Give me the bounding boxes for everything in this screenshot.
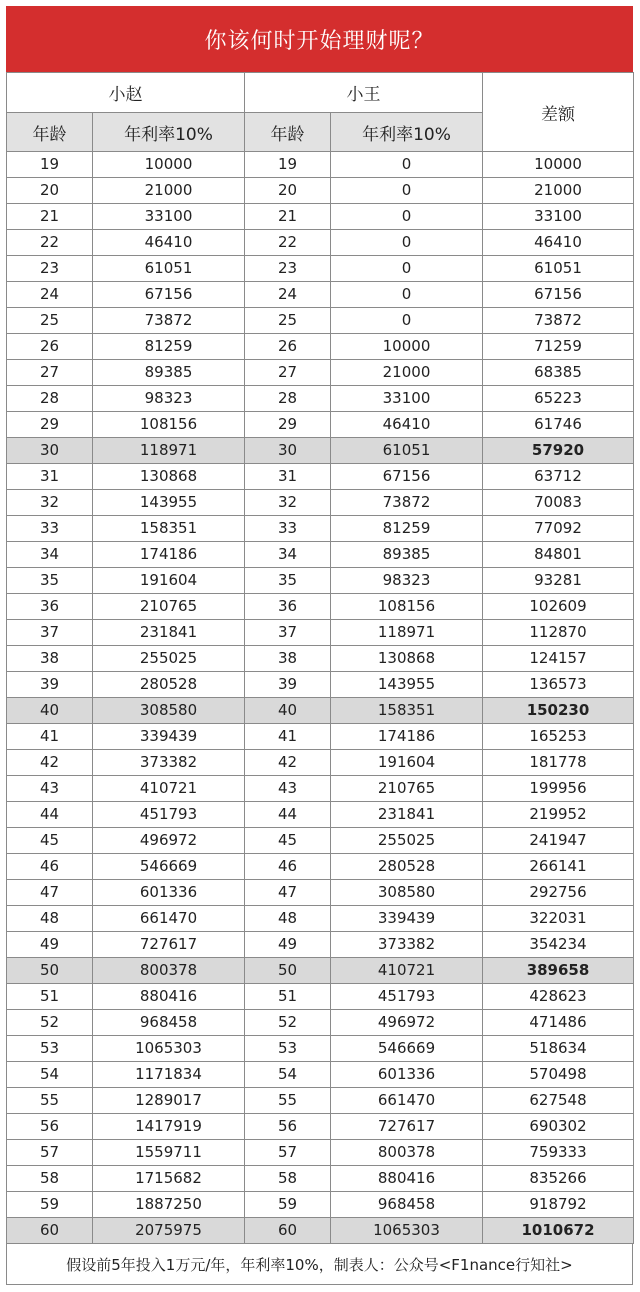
table-row — [7, 464, 634, 490]
cell-age-person1: 51 — [7, 984, 93, 1010]
cell-age-person1: 52 — [7, 1010, 93, 1036]
table-row — [7, 412, 634, 438]
cell-value-person1: 800378 — [93, 958, 245, 984]
cell-age-person1: 26 — [7, 334, 93, 360]
cell-age-person2: 21 — [245, 204, 331, 230]
cell-value-person1: 373382 — [93, 750, 245, 776]
cell-difference: 165253 — [483, 724, 634, 750]
footer-note: 假设前5年投入1万元/年，年利率10%，制表人：公众号<F1nance行知社> — [6, 1244, 633, 1285]
cell-difference: 428623 — [483, 984, 634, 1010]
cell-value-person1: 143955 — [93, 490, 245, 516]
cell-value-person1: 727617 — [93, 932, 245, 958]
table-row — [7, 1010, 634, 1036]
cell-age-person1: 31 — [7, 464, 93, 490]
person2-header: 小王 — [245, 73, 483, 113]
cell-value-person1: 255025 — [93, 646, 245, 672]
cell-value-person1: 89385 — [93, 360, 245, 386]
cell-age-person1: 42 — [7, 750, 93, 776]
cell-value-person2: 143955 — [331, 672, 483, 698]
cell-difference: 570498 — [483, 1062, 634, 1088]
table-row — [7, 932, 634, 958]
cell-age-person2: 30 — [245, 438, 331, 464]
cell-value-person2: 0 — [331, 230, 483, 256]
cell-difference: 389658 — [483, 958, 634, 984]
cell-value-person2: 231841 — [331, 802, 483, 828]
cell-value-person1: 1715682 — [93, 1166, 245, 1192]
cell-value-person2: 496972 — [331, 1010, 483, 1036]
table-row — [7, 1192, 634, 1218]
cell-value-person2: 33100 — [331, 386, 483, 412]
cell-value-person2: 61051 — [331, 438, 483, 464]
table-row — [7, 854, 634, 880]
cell-difference: 124157 — [483, 646, 634, 672]
cell-value-person2: 546669 — [331, 1036, 483, 1062]
cell-age-person2: 54 — [245, 1062, 331, 1088]
page-title: 你该何时开始理财呢？ — [6, 6, 633, 72]
cell-age-person2: 38 — [245, 646, 331, 672]
cell-value-person2: 800378 — [331, 1140, 483, 1166]
person1-header: 小赵 — [7, 73, 245, 113]
cell-value-person1: 98323 — [93, 386, 245, 412]
cell-difference: 70083 — [483, 490, 634, 516]
cell-age-person2: 39 — [245, 672, 331, 698]
cell-age-person2: 46 — [245, 854, 331, 880]
cell-value-person2: 280528 — [331, 854, 483, 880]
cell-value-person2: 210765 — [331, 776, 483, 802]
cell-value-person2: 21000 — [331, 360, 483, 386]
cell-difference: 84801 — [483, 542, 634, 568]
cell-value-person1: 81259 — [93, 334, 245, 360]
cell-age-person2: 50 — [245, 958, 331, 984]
cell-age-person1: 38 — [7, 646, 93, 672]
cell-value-person1: 601336 — [93, 880, 245, 906]
cell-value-person2: 10000 — [331, 334, 483, 360]
cell-age-person2: 20 — [245, 178, 331, 204]
cell-difference: 150230 — [483, 698, 634, 724]
cell-value-person2: 339439 — [331, 906, 483, 932]
cell-age-person1: 59 — [7, 1192, 93, 1218]
finance-table-card — [6, 6, 633, 1285]
cell-value-person2: 89385 — [331, 542, 483, 568]
cell-age-person1: 57 — [7, 1140, 93, 1166]
cell-age-person2: 35 — [245, 568, 331, 594]
cell-age-person2: 42 — [245, 750, 331, 776]
cell-age-person1: 20 — [7, 178, 93, 204]
cell-difference: 65223 — [483, 386, 634, 412]
cell-age-person1: 30 — [7, 438, 93, 464]
cell-age-person1: 28 — [7, 386, 93, 412]
cell-difference: 627548 — [483, 1088, 634, 1114]
cell-value-person1: 67156 — [93, 282, 245, 308]
cell-age-person1: 33 — [7, 516, 93, 542]
cell-value-person1: 73872 — [93, 308, 245, 334]
table-row — [7, 1114, 634, 1140]
table-row — [7, 646, 634, 672]
cell-age-person2: 22 — [245, 230, 331, 256]
cell-age-person1: 25 — [7, 308, 93, 334]
table-row — [7, 698, 634, 724]
cell-difference: 1010672 — [483, 1218, 634, 1244]
table-row — [7, 672, 634, 698]
cell-difference: 112870 — [483, 620, 634, 646]
table-row — [7, 1218, 634, 1244]
cell-age-person1: 22 — [7, 230, 93, 256]
cell-value-person1: 210765 — [93, 594, 245, 620]
cell-age-person2: 44 — [245, 802, 331, 828]
table-row — [7, 958, 634, 984]
cell-age-person1: 35 — [7, 568, 93, 594]
cell-value-person2: 308580 — [331, 880, 483, 906]
cell-value-person1: 33100 — [93, 204, 245, 230]
cell-value-person2: 968458 — [331, 1192, 483, 1218]
cell-difference: 471486 — [483, 1010, 634, 1036]
cell-age-person2: 23 — [245, 256, 331, 282]
cell-value-person2: 158351 — [331, 698, 483, 724]
cell-value-person1: 339439 — [93, 724, 245, 750]
cell-difference: 219952 — [483, 802, 634, 828]
table-row — [7, 204, 634, 230]
table-row — [7, 256, 634, 282]
table-row — [7, 620, 634, 646]
cell-difference: 57920 — [483, 438, 634, 464]
cell-value-person1: 410721 — [93, 776, 245, 802]
table-row — [7, 880, 634, 906]
table-row — [7, 542, 634, 568]
cell-difference: 46410 — [483, 230, 634, 256]
diff-header: 差额 — [483, 73, 634, 152]
cell-age-person2: 48 — [245, 906, 331, 932]
cell-age-person2: 27 — [245, 360, 331, 386]
cell-value-person2: 661470 — [331, 1088, 483, 1114]
cell-difference: 199956 — [483, 776, 634, 802]
cell-age-person2: 60 — [245, 1218, 331, 1244]
cell-difference: 835266 — [483, 1166, 634, 1192]
cell-value-person1: 10000 — [93, 152, 245, 178]
cell-value-person2: 880416 — [331, 1166, 483, 1192]
cell-age-person2: 51 — [245, 984, 331, 1010]
rate-header-person2: 年利率10% — [331, 113, 483, 152]
cell-value-person1: 191604 — [93, 568, 245, 594]
cell-value-person1: 46410 — [93, 230, 245, 256]
table-row — [7, 906, 634, 932]
cell-value-person2: 410721 — [331, 958, 483, 984]
cell-age-person1: 24 — [7, 282, 93, 308]
cell-difference: 61051 — [483, 256, 634, 282]
cell-difference: 266141 — [483, 854, 634, 880]
table-row — [7, 594, 634, 620]
table-row — [7, 1062, 634, 1088]
cell-value-person1: 1171834 — [93, 1062, 245, 1088]
table-row — [7, 152, 634, 178]
cell-value-person1: 1065303 — [93, 1036, 245, 1062]
cell-age-person2: 49 — [245, 932, 331, 958]
cell-difference: 33100 — [483, 204, 634, 230]
cell-value-person2: 0 — [331, 308, 483, 334]
cell-age-person2: 45 — [245, 828, 331, 854]
cell-age-person1: 40 — [7, 698, 93, 724]
cell-age-person1: 44 — [7, 802, 93, 828]
cell-difference: 136573 — [483, 672, 634, 698]
cell-value-person1: 968458 — [93, 1010, 245, 1036]
cell-value-person2: 67156 — [331, 464, 483, 490]
cell-age-person2: 47 — [245, 880, 331, 906]
cell-value-person2: 46410 — [331, 412, 483, 438]
cell-age-person2: 53 — [245, 1036, 331, 1062]
table-row — [7, 334, 634, 360]
cell-difference: 918792 — [483, 1192, 634, 1218]
cell-value-person2: 255025 — [331, 828, 483, 854]
cell-age-person2: 56 — [245, 1114, 331, 1140]
table-body — [7, 152, 634, 1244]
cell-age-person2: 43 — [245, 776, 331, 802]
cell-value-person2: 1065303 — [331, 1218, 483, 1244]
cell-value-person2: 601336 — [331, 1062, 483, 1088]
table-row — [7, 490, 634, 516]
cell-age-person1: 27 — [7, 360, 93, 386]
cell-value-person2: 118971 — [331, 620, 483, 646]
cell-value-person1: 1559711 — [93, 1140, 245, 1166]
cell-age-person2: 37 — [245, 620, 331, 646]
cell-age-person2: 58 — [245, 1166, 331, 1192]
cell-value-person2: 98323 — [331, 568, 483, 594]
table-row — [7, 802, 634, 828]
table-row — [7, 282, 634, 308]
cell-difference: 68385 — [483, 360, 634, 386]
cell-age-person2: 34 — [245, 542, 331, 568]
table-row — [7, 308, 634, 334]
cell-age-person1: 32 — [7, 490, 93, 516]
cell-difference: 518634 — [483, 1036, 634, 1062]
cell-value-person1: 546669 — [93, 854, 245, 880]
cell-age-person1: 21 — [7, 204, 93, 230]
cell-age-person1: 60 — [7, 1218, 93, 1244]
cell-value-person2: 0 — [331, 178, 483, 204]
cell-age-person2: 41 — [245, 724, 331, 750]
cell-age-person2: 57 — [245, 1140, 331, 1166]
cell-value-person1: 118971 — [93, 438, 245, 464]
cell-age-person2: 24 — [245, 282, 331, 308]
cell-difference: 67156 — [483, 282, 634, 308]
table-row — [7, 438, 634, 464]
cell-value-person2: 108156 — [331, 594, 483, 620]
cell-value-person2: 0 — [331, 204, 483, 230]
cell-age-person1: 48 — [7, 906, 93, 932]
cell-age-person1: 54 — [7, 1062, 93, 1088]
cell-value-person1: 280528 — [93, 672, 245, 698]
cell-value-person2: 130868 — [331, 646, 483, 672]
cell-value-person2: 0 — [331, 256, 483, 282]
cell-age-person1: 23 — [7, 256, 93, 282]
cell-age-person1: 37 — [7, 620, 93, 646]
cell-difference: 322031 — [483, 906, 634, 932]
cell-difference: 63712 — [483, 464, 634, 490]
cell-value-person2: 451793 — [331, 984, 483, 1010]
cell-age-person2: 40 — [245, 698, 331, 724]
table-row — [7, 568, 634, 594]
cell-age-person1: 19 — [7, 152, 93, 178]
cell-age-person2: 25 — [245, 308, 331, 334]
table-row — [7, 1088, 634, 1114]
cell-difference: 354234 — [483, 932, 634, 958]
cell-age-person1: 46 — [7, 854, 93, 880]
cell-value-person2: 174186 — [331, 724, 483, 750]
table-row — [7, 1036, 634, 1062]
cell-difference: 759333 — [483, 1140, 634, 1166]
cell-value-person1: 231841 — [93, 620, 245, 646]
table-row — [7, 386, 634, 412]
cell-difference: 241947 — [483, 828, 634, 854]
table-row — [7, 516, 634, 542]
cell-value-person1: 661470 — [93, 906, 245, 932]
cell-value-person2: 727617 — [331, 1114, 483, 1140]
cell-difference: 21000 — [483, 178, 634, 204]
cell-value-person2: 73872 — [331, 490, 483, 516]
cell-difference: 102609 — [483, 594, 634, 620]
age-header-person1: 年龄 — [7, 113, 93, 152]
cell-difference: 77092 — [483, 516, 634, 542]
cell-value-person1: 880416 — [93, 984, 245, 1010]
cell-age-person1: 56 — [7, 1114, 93, 1140]
cell-age-person1: 55 — [7, 1088, 93, 1114]
cell-age-person1: 34 — [7, 542, 93, 568]
age-header-person2: 年龄 — [245, 113, 331, 152]
cell-age-person2: 26 — [245, 334, 331, 360]
cell-age-person2: 33 — [245, 516, 331, 542]
cell-age-person2: 31 — [245, 464, 331, 490]
cell-difference: 61746 — [483, 412, 634, 438]
cell-value-person1: 21000 — [93, 178, 245, 204]
cell-age-person1: 43 — [7, 776, 93, 802]
table-row — [7, 178, 634, 204]
cell-value-person1: 1289017 — [93, 1088, 245, 1114]
cell-age-person2: 36 — [245, 594, 331, 620]
cell-age-person2: 29 — [245, 412, 331, 438]
cell-value-person1: 174186 — [93, 542, 245, 568]
cell-difference: 292756 — [483, 880, 634, 906]
cell-age-person1: 50 — [7, 958, 93, 984]
table-row — [7, 724, 634, 750]
cell-age-person2: 19 — [245, 152, 331, 178]
cell-age-person2: 28 — [245, 386, 331, 412]
cell-value-person2: 191604 — [331, 750, 483, 776]
cell-value-person1: 496972 — [93, 828, 245, 854]
cell-age-person1: 47 — [7, 880, 93, 906]
cell-age-person2: 55 — [245, 1088, 331, 1114]
cell-age-person1: 39 — [7, 672, 93, 698]
table-row — [7, 1166, 634, 1192]
cell-value-person1: 108156 — [93, 412, 245, 438]
table-row — [7, 828, 634, 854]
cell-value-person1: 130868 — [93, 464, 245, 490]
table-row — [7, 1140, 634, 1166]
cell-age-person2: 59 — [245, 1192, 331, 1218]
cell-difference: 181778 — [483, 750, 634, 776]
rate-header-person1: 年利率10% — [93, 113, 245, 152]
cell-age-person2: 52 — [245, 1010, 331, 1036]
cell-value-person2: 0 — [331, 282, 483, 308]
cell-age-person1: 49 — [7, 932, 93, 958]
cell-age-person1: 45 — [7, 828, 93, 854]
cell-value-person1: 61051 — [93, 256, 245, 282]
cell-value-person1: 2075975 — [93, 1218, 245, 1244]
cell-difference: 10000 — [483, 152, 634, 178]
cell-difference: 690302 — [483, 1114, 634, 1140]
table-row — [7, 776, 634, 802]
table-row — [7, 360, 634, 386]
cell-value-person1: 1887250 — [93, 1192, 245, 1218]
table-row — [7, 230, 634, 256]
cell-age-person2: 32 — [245, 490, 331, 516]
table-row — [7, 750, 634, 776]
cell-value-person1: 308580 — [93, 698, 245, 724]
cell-difference: 73872 — [483, 308, 634, 334]
table-row — [7, 984, 634, 1010]
cell-age-person1: 29 — [7, 412, 93, 438]
cell-age-person1: 53 — [7, 1036, 93, 1062]
cell-age-person1: 41 — [7, 724, 93, 750]
cell-age-person1: 58 — [7, 1166, 93, 1192]
comparison-table — [6, 72, 634, 1244]
cell-value-person2: 0 — [331, 152, 483, 178]
cell-value-person1: 158351 — [93, 516, 245, 542]
cell-difference: 93281 — [483, 568, 634, 594]
cell-value-person1: 451793 — [93, 802, 245, 828]
cell-difference: 71259 — [483, 334, 634, 360]
cell-value-person2: 81259 — [331, 516, 483, 542]
cell-value-person1: 1417919 — [93, 1114, 245, 1140]
cell-age-person1: 36 — [7, 594, 93, 620]
cell-value-person2: 373382 — [331, 932, 483, 958]
